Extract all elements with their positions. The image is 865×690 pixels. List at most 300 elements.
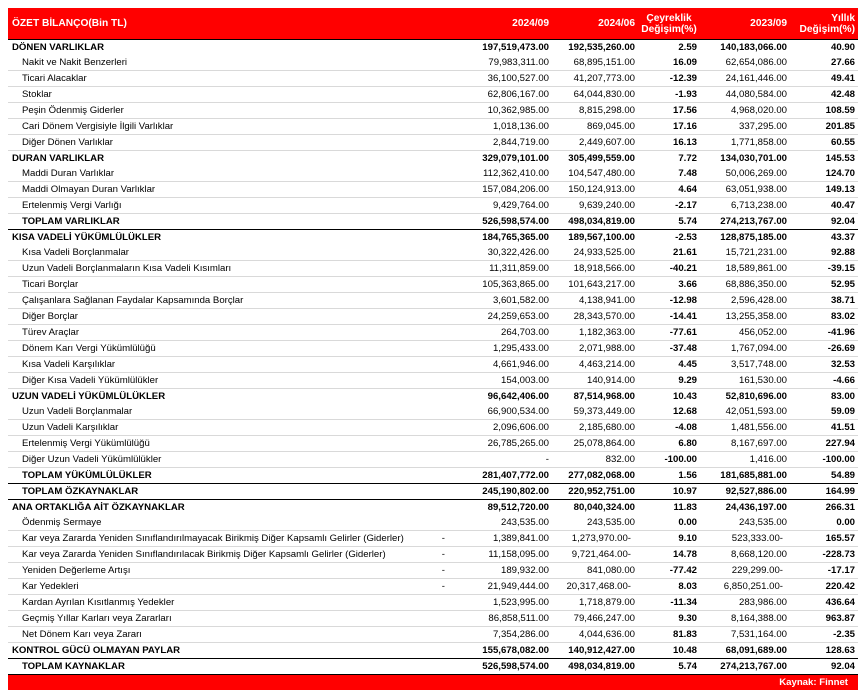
value-2024-06 <box>552 55 638 71</box>
value-2024-06 <box>552 404 638 420</box>
table-row <box>8 261 858 277</box>
value-2024-06-value: 59,373,449.00 <box>574 406 635 417</box>
quarterly-change-value: -77.61 <box>670 327 697 338</box>
value-2024-09 <box>452 452 552 468</box>
quarterly-change <box>638 182 700 198</box>
value-2024-06-value: 4,463,214.00 <box>579 359 635 370</box>
yearly-change <box>790 500 858 516</box>
row-label: Çalışanlara Sağlanan Faydalar Kapsamında Borçlar <box>8 293 452 309</box>
yearly-change <box>790 119 858 135</box>
value-2024-09-value: 11,158,095.00 <box>488 549 549 560</box>
value-2024-09-value: 197,519,473.00 <box>482 42 549 53</box>
value-2024-09-value: 11,311,859.00 <box>489 263 549 274</box>
value-2023-09-value: 8,164,388.00 <box>731 613 787 624</box>
yearly-change <box>790 531 858 547</box>
value-2024-09-value: 26,785,265.00 <box>488 438 549 449</box>
value-2024-09 <box>452 611 552 627</box>
quarterly-change <box>638 627 700 643</box>
table-row <box>8 135 858 151</box>
value-2024-06 <box>552 182 638 198</box>
value-2023-09-value: 128,875,185.00 <box>720 232 787 243</box>
value-2023-09-value: 161,530.00 <box>739 375 787 386</box>
row-label: KONTROL GÜCÜ OLMAYAN PAYLAR <box>8 643 452 659</box>
value-2024-09-value: - <box>546 454 549 465</box>
value-2023-09 <box>700 389 790 405</box>
value-2024-09 <box>452 547 552 563</box>
yearly-change-value: 52.95 <box>831 279 855 290</box>
value-2024-06-value: 18,918,566.00 <box>574 263 635 274</box>
value-2024-09 <box>452 643 552 659</box>
value-2024-09 <box>452 87 552 103</box>
value-2024-09-value: 21,949,444.00 <box>488 581 549 592</box>
value-2024-09 <box>452 436 552 452</box>
yearly-change <box>790 325 858 341</box>
value-2024-09 <box>452 230 552 246</box>
quarterly-change-value: 0.00 <box>678 517 697 528</box>
yearly-change-value: -2.35 <box>833 629 855 640</box>
quarterly-change <box>638 166 700 182</box>
value-2024-09-value: 157,084,206.00 <box>482 184 549 195</box>
yearly-change-value: 42.48 <box>831 89 855 100</box>
yearly-change <box>790 198 858 214</box>
value-2023-09 <box>700 579 790 595</box>
value-2024-09-value: 155,678,082.00 <box>482 645 549 656</box>
value-2023-09-value: 1,771,858.00 <box>731 137 787 148</box>
value-2023-09-value: 3,517,748.00 <box>731 359 787 370</box>
value-2024-06-value: 1,182,363.00 <box>579 327 635 338</box>
yearly-change-value: -39.15 <box>828 263 855 274</box>
row-label: Kısa Vadeli Karşılıklar <box>8 357 452 373</box>
value-2023-09 <box>700 500 790 516</box>
column-header-2024-09: 2024/09 <box>452 8 552 40</box>
row-label: Peşin Ödenmiş Giderler <box>8 103 452 119</box>
yearly-change-value: 40.47 <box>831 200 855 211</box>
value-2024-06 <box>552 277 638 293</box>
table-body <box>8 40 858 675</box>
value-2024-09 <box>452 484 552 500</box>
quarterly-change-value: 16.09 <box>673 57 697 68</box>
quarterly-change <box>638 261 700 277</box>
quarterly-change <box>638 245 700 261</box>
row-label: TOPLAM KAYNAKLAR <box>8 659 452 675</box>
yearly-change-value: 145.53 <box>826 153 855 164</box>
yearly-change-value: 43.37 <box>831 232 855 243</box>
value-2023-09-value: 92,527,886.00 <box>726 486 787 497</box>
row-label <box>8 547 452 563</box>
quarterly-change-value: 6.80 <box>678 438 697 449</box>
section-row <box>8 500 858 516</box>
negative-sign: - <box>780 563 783 578</box>
value-2024-09-value: 30,322,426.00 <box>488 247 549 258</box>
row-label: ANA ORTAKLIĞA AİT ÖZKAYNAKLAR <box>8 500 452 516</box>
value-2023-09 <box>700 230 790 246</box>
value-2024-06 <box>552 119 638 135</box>
yearly-change-value: 38.71 <box>831 295 855 306</box>
negative-sign: - <box>628 547 631 562</box>
column-header-yearly-change <box>790 8 858 40</box>
yearly-change-value: 128.63 <box>826 645 855 656</box>
row-label: Türev Araçlar <box>8 325 452 341</box>
table-row <box>8 341 858 357</box>
value-2024-09-value: 3,601,582.00 <box>493 295 549 306</box>
value-2023-09-value: 8,167,697.00 <box>731 438 787 449</box>
value-2024-06-value: 2,449,607.00 <box>579 137 635 148</box>
value-2024-09-value: 1,389,841.00 <box>493 533 549 544</box>
quarterly-change <box>638 71 700 87</box>
table-row <box>8 245 858 261</box>
table-header <box>8 8 858 40</box>
table-row <box>8 198 858 214</box>
value-2024-09 <box>452 531 552 547</box>
quarterly-change <box>638 230 700 246</box>
quarterly-change-value: 10.43 <box>673 391 697 402</box>
value-2024-06 <box>552 659 638 675</box>
quarterly-change-value: 4.45 <box>678 359 697 370</box>
value-2023-09 <box>700 611 790 627</box>
table-row <box>8 309 858 325</box>
value-2024-06 <box>552 135 638 151</box>
value-2024-09 <box>452 151 552 167</box>
column-header-2024-06: 2024/06 <box>552 8 638 40</box>
yearly-change-value: -4.66 <box>833 375 855 386</box>
value-2024-09-value: 10,362,985.00 <box>488 105 549 116</box>
value-2024-06 <box>552 547 638 563</box>
value-2024-09 <box>452 198 552 214</box>
quarterly-change-value: 81.83 <box>673 629 697 640</box>
value-2023-09-value: 24,161,446.00 <box>726 73 787 84</box>
value-2024-06 <box>552 595 638 611</box>
row-label: Diğer Kısa Vadeli Yükümlülükler <box>8 373 452 389</box>
quarterly-change-value: 7.72 <box>678 153 697 164</box>
quarterly-change-value: -77.42 <box>670 565 697 576</box>
column-header-quarterly-change <box>638 8 700 40</box>
value-2024-09 <box>452 214 552 230</box>
value-2023-09 <box>700 484 790 500</box>
yearly-change <box>790 341 858 357</box>
value-2024-06-value: 841,080.00 <box>587 565 635 576</box>
value-2024-09 <box>452 341 552 357</box>
value-2024-09 <box>452 563 552 579</box>
value-2024-06 <box>552 341 638 357</box>
source-footer <box>8 675 858 690</box>
value-2024-06-value: 4,138,941.00 <box>579 295 635 306</box>
quarterly-change-value: -12.39 <box>670 73 697 84</box>
value-2024-06 <box>552 103 638 119</box>
table-row <box>8 71 858 87</box>
value-2024-09-value: 2,844,719.00 <box>493 137 549 148</box>
value-2024-09 <box>452 627 552 643</box>
value-2023-09 <box>700 468 790 484</box>
value-2023-09 <box>700 563 790 579</box>
yearly-change-value: 165.57 <box>826 533 855 544</box>
yearly-change-value: 201.85 <box>826 121 855 132</box>
value-2024-09-value: 4,661,946.00 <box>493 359 549 370</box>
table-row <box>8 547 858 563</box>
yearly-change-value: 266.31 <box>826 502 855 513</box>
value-2024-06-value: 2,071,988.00 <box>579 343 635 354</box>
quarterly-change-value: 10.97 <box>673 486 697 497</box>
value-2024-09-value: 526,598,574.00 <box>482 216 549 227</box>
value-2023-09 <box>700 357 790 373</box>
value-2024-09 <box>452 40 552 56</box>
table-row <box>8 436 858 452</box>
quarterly-change <box>638 579 700 595</box>
quarterly-change-value: 14.78 <box>673 549 697 560</box>
row-label-text: Kar veya Zararda Yeniden Sınıflandırılmayacak Birikmiş Diğer Kapsamlı Gelirler (Giderler) <box>22 533 404 544</box>
yearly-change <box>790 293 858 309</box>
value-2023-09-value: 50,006,269.00 <box>726 168 787 179</box>
yearly-change-value: -17.17 <box>828 565 855 576</box>
value-2023-09 <box>700 515 790 531</box>
quarterly-change-line2: Değişim(%) <box>641 24 696 35</box>
yearly-change-value: 27.66 <box>831 57 855 68</box>
quarterly-change <box>638 611 700 627</box>
value-2024-09-value: 526,598,574.00 <box>482 661 549 672</box>
yearly-change <box>790 55 858 71</box>
yearly-change <box>790 595 858 611</box>
value-2023-09 <box>700 135 790 151</box>
value-2024-06 <box>552 357 638 373</box>
section-row <box>8 151 858 167</box>
negative-sign: - <box>628 531 631 546</box>
quarterly-change-value: 2.59 <box>678 42 697 53</box>
quarterly-change <box>638 214 700 230</box>
negative-sign: - <box>442 563 445 578</box>
value-2024-09-value: 96,642,406.00 <box>488 391 549 402</box>
row-label: Uzun Vadeli Borçlanmalar <box>8 404 452 420</box>
value-2024-06-value: 2,185,680.00 <box>579 422 635 433</box>
yearly-change <box>790 436 858 452</box>
value-2024-09-value: 36,100,527.00 <box>488 73 549 84</box>
row-label: Ertelenmiş Vergi Yükümlülüğü <box>8 436 452 452</box>
row-label: Uzun Vadeli Borçlanmaların Kısa Vadeli Kısımları <box>8 261 452 277</box>
value-2024-06-value: 140,912,427.00 <box>568 645 635 656</box>
value-2024-06-value: 4,044,636.00 <box>579 629 635 640</box>
value-2024-06 <box>552 579 638 595</box>
value-2023-09 <box>700 341 790 357</box>
value-2023-09 <box>700 595 790 611</box>
quarterly-change <box>638 151 700 167</box>
value-2024-06 <box>552 230 638 246</box>
value-2024-09 <box>452 404 552 420</box>
yearly-change <box>790 373 858 389</box>
negative-sign: - <box>780 579 783 594</box>
yearly-change <box>790 166 858 182</box>
value-2024-09 <box>452 659 552 675</box>
row-label: KISA VADELİ YÜKÜMLÜLÜKLER <box>8 230 452 246</box>
total-row <box>8 659 858 675</box>
yearly-change <box>790 389 858 405</box>
table-row <box>8 611 858 627</box>
section-row <box>8 389 858 405</box>
yearly-change <box>790 547 858 563</box>
value-2024-09 <box>452 389 552 405</box>
yearly-change-value: 220.42 <box>826 581 855 592</box>
yearly-change-value: 92.04 <box>831 661 855 672</box>
value-2023-09 <box>700 119 790 135</box>
value-2024-06 <box>552 245 638 261</box>
value-2024-09-value: 112,362,410.00 <box>483 168 549 179</box>
yearly-change-value: 32.53 <box>831 359 855 370</box>
quarterly-change-value: -40.21 <box>670 263 697 274</box>
table-row <box>8 404 858 420</box>
value-2023-09 <box>700 166 790 182</box>
yearly-change <box>790 563 858 579</box>
row-label: Cari Dönem Vergisiyle İlgili Varlıklar <box>8 119 452 135</box>
value-2024-06-value: 104,547,480.00 <box>568 168 635 179</box>
yearly-change-value: 41.51 <box>831 422 855 433</box>
value-2024-06 <box>552 500 638 516</box>
value-2023-09-value: 274,213,767.00 <box>720 216 787 227</box>
value-2023-09-value: 6,713,238.00 <box>731 200 787 211</box>
quarterly-change <box>638 547 700 563</box>
value-2024-06-value: 24,933,525.00 <box>574 247 635 258</box>
table-row <box>8 103 858 119</box>
value-2024-09-value: 281,407,772.00 <box>482 470 549 481</box>
yearly-change <box>790 659 858 675</box>
value-2024-06 <box>552 563 638 579</box>
quarterly-change-value: 17.16 <box>673 121 697 132</box>
section-row <box>8 643 858 659</box>
value-2024-06-value: 220,952,751.00 <box>568 486 635 497</box>
value-2024-06 <box>552 40 638 56</box>
negative-sign: - <box>442 547 445 562</box>
value-2024-09 <box>452 55 552 71</box>
yearly-change-value: 436.64 <box>826 597 855 608</box>
value-2024-09 <box>452 245 552 261</box>
value-2023-09 <box>700 198 790 214</box>
value-2023-09 <box>700 71 790 87</box>
value-2024-06 <box>552 261 638 277</box>
yearly-change <box>790 484 858 500</box>
yearly-change-value: 60.55 <box>831 137 855 148</box>
value-2024-09 <box>452 277 552 293</box>
row-label: Dönem Karı Vergi Yükümlülüğü <box>8 341 452 357</box>
quarterly-change-value: 21.61 <box>673 247 697 258</box>
quarterly-change <box>638 40 700 56</box>
yearly-change <box>790 579 858 595</box>
value-2024-06 <box>552 420 638 436</box>
row-label <box>8 563 452 579</box>
value-2023-09 <box>700 309 790 325</box>
value-2023-09-value: 1,767,094.00 <box>731 343 787 354</box>
quarterly-change-value: -37.48 <box>670 343 697 354</box>
table-row <box>8 325 858 341</box>
row-label: Diğer Borçlar <box>8 309 452 325</box>
yearly-change <box>790 611 858 627</box>
negative-sign: - <box>628 579 631 594</box>
quarterly-change <box>638 404 700 420</box>
value-2024-06-value: 68,895,151.00 <box>574 57 635 68</box>
value-2024-09-value: 62,806,167.00 <box>488 89 549 100</box>
value-2024-06-value: 869,045.00 <box>587 121 635 132</box>
yearly-change-value: 83.00 <box>831 391 855 402</box>
quarterly-change-value: -11.34 <box>670 597 697 608</box>
value-2024-06-value: 8,815,298.00 <box>579 105 635 116</box>
total-row <box>8 484 858 500</box>
value-2024-06-value: 20,317,468.00 <box>566 581 627 592</box>
value-2023-09-value: 2,596,428.00 <box>731 295 787 306</box>
value-2024-09-value: 189,932.00 <box>501 565 549 576</box>
value-2024-09-value: 243,535.00 <box>501 517 549 528</box>
balance-sheet-table <box>8 8 858 690</box>
quarterly-change <box>638 659 700 675</box>
yearly-change-value: 0.00 <box>836 517 855 528</box>
value-2024-09 <box>452 373 552 389</box>
row-label: Diğer Dönen Varlıklar <box>8 135 452 151</box>
quarterly-change <box>638 531 700 547</box>
row-label: Net Dönem Karı veya Zararı <box>8 627 452 643</box>
value-2023-09-value: 68,886,350.00 <box>726 279 787 290</box>
quarterly-change-value: 9.30 <box>678 613 697 624</box>
quarterly-change-value: 1.56 <box>678 470 697 481</box>
value-2023-09 <box>700 87 790 103</box>
yearly-change <box>790 357 858 373</box>
row-label: Maddi Duran Varlıklar <box>8 166 452 182</box>
row-label: Stoklar <box>8 87 452 103</box>
yearly-change <box>790 627 858 643</box>
yearly-change <box>790 151 858 167</box>
quarterly-change <box>638 484 700 500</box>
value-2023-09-value: 456,052.00 <box>739 327 787 338</box>
yearly-change <box>790 404 858 420</box>
value-2024-09-value: 1,523,995.00 <box>493 597 549 608</box>
value-2024-09 <box>452 357 552 373</box>
value-2023-09-value: 4,968,020.00 <box>731 105 787 116</box>
quarterly-change-line1: Çeyreklik <box>646 13 691 24</box>
table-row <box>8 277 858 293</box>
value-2024-06-value: 9,639,240.00 <box>579 200 635 211</box>
value-2024-06 <box>552 452 638 468</box>
value-2024-06 <box>552 214 638 230</box>
value-2024-06 <box>552 325 638 341</box>
table-row <box>8 595 858 611</box>
quarterly-change <box>638 452 700 468</box>
value-2023-09 <box>700 55 790 71</box>
quarterly-change <box>638 563 700 579</box>
table-row <box>8 357 858 373</box>
value-2023-09-value: 44,080,584.00 <box>726 89 787 100</box>
value-2024-09 <box>452 595 552 611</box>
value-2024-09-value: 66,900,534.00 <box>488 406 549 417</box>
value-2024-06-value: 9,721,464.00 <box>572 549 628 560</box>
yearly-change <box>790 40 858 56</box>
value-2023-09-value: 52,810,696.00 <box>726 391 787 402</box>
quarterly-change-value: 8.03 <box>678 581 697 592</box>
value-2024-09 <box>452 293 552 309</box>
yearly-change-value: 92.04 <box>831 216 855 227</box>
quarterly-change <box>638 468 700 484</box>
value-2024-09 <box>452 500 552 516</box>
value-2024-09-value: 2,096,606.00 <box>493 422 549 433</box>
value-2024-06 <box>552 611 638 627</box>
yearly-change-value: -41.96 <box>828 327 855 338</box>
table-row <box>8 531 858 547</box>
yearly-change-value: 164.99 <box>826 486 855 497</box>
quarterly-change <box>638 643 700 659</box>
value-2023-09 <box>700 151 790 167</box>
value-2023-09 <box>700 659 790 675</box>
value-2024-09 <box>452 182 552 198</box>
value-2023-09 <box>700 436 790 452</box>
value-2023-09-value: 243,535.00 <box>739 517 787 528</box>
value-2024-09-value: 89,512,720.00 <box>488 502 549 513</box>
quarterly-change-value: 4.64 <box>678 184 697 195</box>
row-label: Ertelenmiş Vergi Varlığı <box>8 198 452 214</box>
column-header-2023-09: 2023/09 <box>700 8 790 40</box>
quarterly-change-value: -12.98 <box>670 295 697 306</box>
value-2024-06-value: 41,207,773.00 <box>574 73 635 84</box>
